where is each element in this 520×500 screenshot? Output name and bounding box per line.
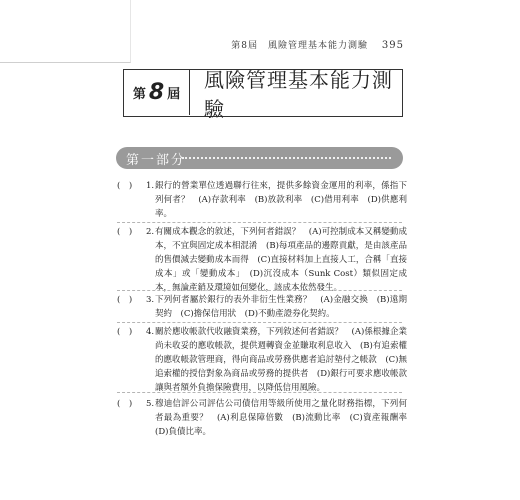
question-separator bbox=[117, 322, 402, 323]
question-item bbox=[117, 293, 407, 321]
question-number: 5. bbox=[146, 399, 155, 409]
answer-blank[interactable]: ( ) bbox=[117, 399, 133, 409]
question-item bbox=[117, 225, 407, 295]
chapter-label bbox=[124, 70, 190, 115]
section-title: 第一部分 bbox=[126, 153, 187, 168]
section-banner bbox=[116, 147, 403, 169]
running-title: 第8屆 風險管理基本能力測驗 bbox=[231, 41, 369, 51]
chapter-title: 風險管理基本能力測驗 bbox=[204, 67, 393, 121]
question-separator bbox=[117, 222, 402, 223]
question-separator bbox=[117, 290, 402, 291]
answer-blank[interactable]: ( ) bbox=[117, 327, 133, 337]
running-header bbox=[231, 38, 404, 51]
question-text: 關於應收帳款代收融資業務，下列敘述何者錯誤？ (A)係根據企業尚未收妥的應收帳款，提供週轉資金並賺取利息收入 (B)有追索權的應收帳款管理商，得向商品或勞務供應者追討墊付之帳款 (C)無追索權的授信對象為商品或勞務的提供者 (D)銀行可要求應收帳款讓與者額外負擔保險費用，以降低信用風險。 bbox=[155, 327, 407, 393]
question-number: 2. bbox=[146, 227, 155, 237]
question-separator bbox=[117, 392, 402, 393]
question-number: 1. bbox=[146, 181, 155, 191]
section-dotted-rule bbox=[182, 157, 391, 159]
question-number: 4. bbox=[146, 327, 155, 337]
question-number: 3. bbox=[146, 295, 155, 305]
chapter-suffix: 屆 bbox=[167, 87, 181, 102]
question-item bbox=[117, 325, 407, 395]
page-corner-line bbox=[0, 0, 131, 63]
chapter-heading bbox=[123, 67, 403, 121]
question-item bbox=[117, 179, 407, 221]
question-text: 銀行的營業單位透過聯行往來，提供多餘資金運用的利率，係指下列何者？ (A)存款利率 (B)放款利率 (C)借用利率 (D)供應利率。 bbox=[155, 181, 407, 219]
answer-blank[interactable]: ( ) bbox=[117, 181, 133, 191]
question-text: 有關成本觀念的敘述，下列何者錯誤？ (A)可控制成本又稱變動成本，不宜與固定成本相混淆 (B)每項產品的邊際貢獻，是由該產品的售價減去變動成本而得 (C)直接材料加上直接人工，合稱「直接成本」或「變動成本」 (D)沉沒成本（Sunk Cost）類似固定成本，無論產銷及環境如何變化，該成本依然發生。 bbox=[155, 227, 407, 293]
answer-blank[interactable]: ( ) bbox=[117, 295, 133, 305]
question-text: 穆迪信評公司評估公司債信用等級所使用之量化財務指標，下列何者最為重要？ (A)利息保障倍數 (B)流動比率 (C)資產報酬率 (D)負債比率。 bbox=[155, 399, 416, 437]
question-item bbox=[117, 397, 416, 439]
page-number: 395 bbox=[381, 40, 404, 51]
answer-blank[interactable]: ( ) bbox=[117, 227, 133, 237]
question-text: 下列何者屬於銀行的表外非衍生性業務？ (A)金融交換 (B)遠期契約 (C)擔保信用狀 (D)不動產證券化契約。 bbox=[155, 295, 407, 319]
chapter-prefix: 第 bbox=[132, 87, 146, 102]
chapter-number: 8 bbox=[148, 80, 165, 105]
